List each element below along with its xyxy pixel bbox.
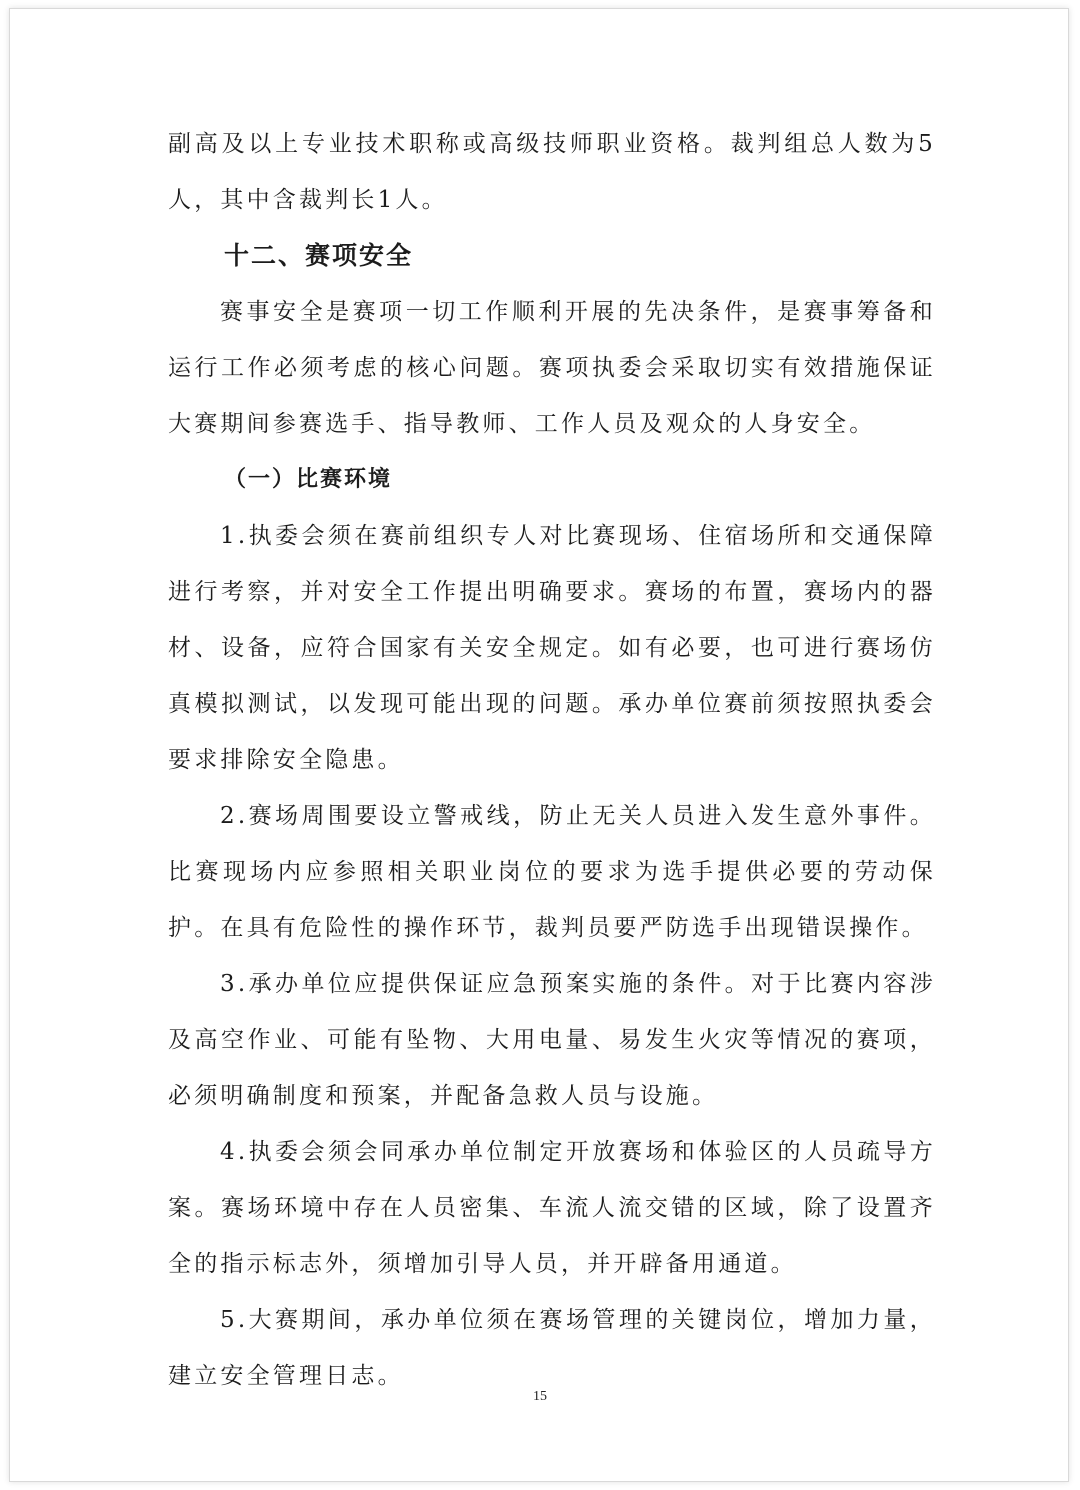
paragraph-item-5: 5.大赛期间，承办单位须在赛场管理的关键岗位，增加力量，建立安全管理日志。 — [168, 1307, 936, 1389]
paragraph-item-3: 3.承办单位应提供保证应急预案实施的条件。对于比赛内容涉及高空作业、可能有坠物、大用电量、易发生火灾等情况的赛项，必须明确制度和预案，并配备急救人员与设施。 — [168, 971, 936, 1109]
section-heading-security: 十二、赛项安全 — [224, 241, 414, 270]
paragraph-item-4: 4.执委会须会同承办单位制定开放赛场和体验区的人员疏导方案。赛场环境中存在人员密集、车流人流交错的区域，除了设置齐全的指示标志外，须增加引导人员，并开辟备用通道。 — [168, 1139, 936, 1277]
paragraph-item-2: 2.赛场周围要设立警戒线，防止无关人员进入发生意外事件。比赛现场内应参照相关职业岗位的要求为选手提供必要的劳动保护。在具有危险性的操作环节，裁判员要严防选手出现错误操作。 — [168, 803, 936, 941]
subsection-heading-environment: （一）比赛环境 — [224, 467, 393, 492]
paragraph-item-1: 1.执委会须在赛前组织专人对比赛现场、住宿场所和交通保障进行考察，并对安全工作提出明确要求。赛场的布置，赛场内的器材、设备，应符合国家有关安全规定。如有必要，也可进行赛场仿真模拟测试，以发现可能出现的问题。承办单位赛前须按照执委会要求排除安全隐患。 — [168, 523, 936, 773]
document-body — [168, 116, 936, 1404]
paragraph-continued: 副高及以上专业技术职称或高级技师职业资格。裁判组总人数为5人，其中含裁判长1人。 — [168, 131, 936, 213]
paragraph-intro: 赛事安全是赛项一切工作顺利开展的先决条件，是赛事筹备和运行工作必须考虑的核心问题。赛项执委会采取切实有效措施保证大赛期间参赛选手、指导教师、工作人员及观众的人身安全。 — [168, 299, 936, 437]
page-number: 15 — [533, 1389, 547, 1404]
